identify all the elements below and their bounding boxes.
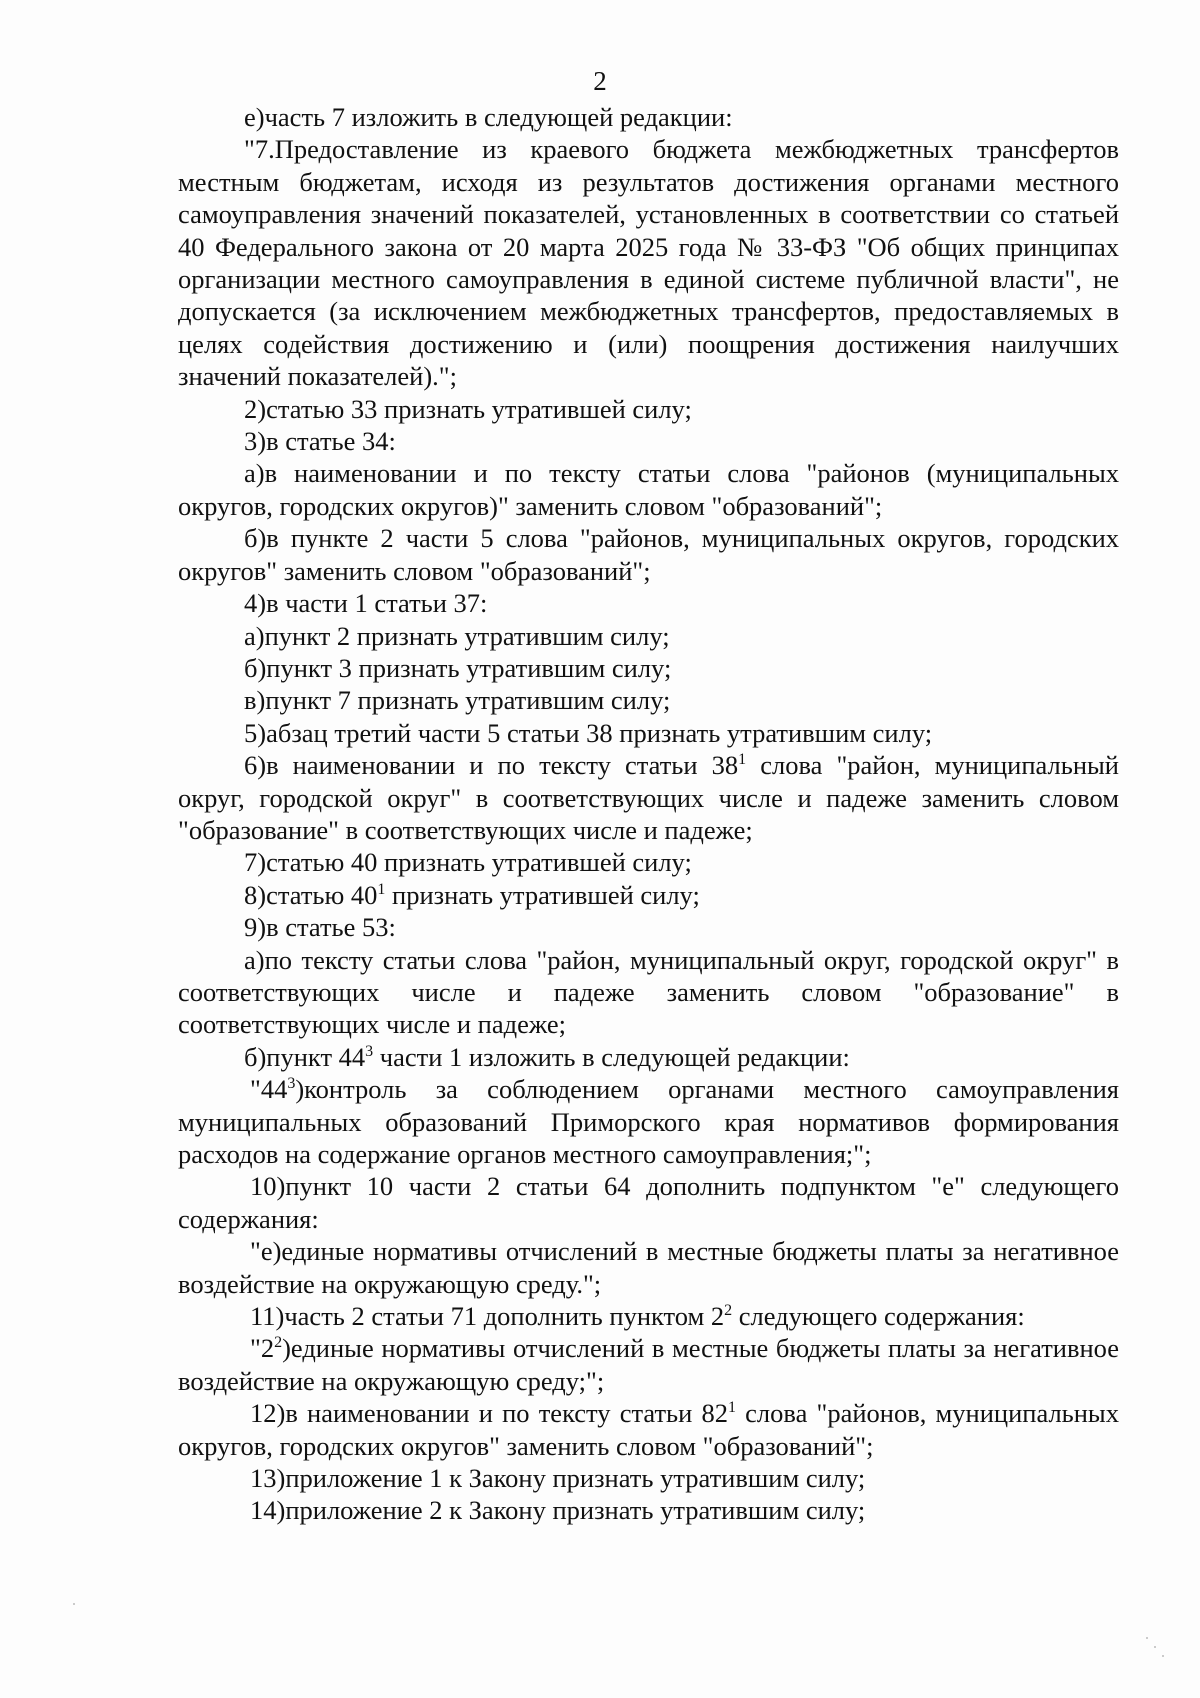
paragraph-text: 14)приложение 2 к Закону признать утратившим силу; <box>250 1495 866 1526</box>
scan-speck <box>1162 1655 1164 1657</box>
paragraph-text-continued: )единые нормативы отчислений в местные бюджеты платы за негативное воздействие на окружающую среду;"; <box>178 1333 1119 1396</box>
paragraph-text-continued: )контроль за соблюдением органами местного самоуправления муниципальных образований Приморского края нормативов формирования расходов на содержание органов местного самоуправления;"; <box>178 1074 1119 1169</box>
paragraph-text-continued: слова "район, муниципальный округ, городской округ" в соответствующих числе и падеже заменить словом "образование" в соответствующих числе и падеже; <box>178 750 1119 845</box>
paragraph-text: б)пункт 44 <box>244 1041 366 1072</box>
paragraph <box>178 425 1119 457</box>
paragraph-text: 13)приложение 1 к Закону признать утратившим силу; <box>250 1463 866 1494</box>
paragraph <box>178 393 1119 425</box>
paragraph-text-continued: части 1 изложить в следующей редакции: <box>373 1041 850 1072</box>
paragraph <box>178 684 1119 716</box>
paragraph <box>178 652 1119 684</box>
paragraph-text: в)пункт 7 признать утратившим силу; <box>244 685 671 716</box>
paragraph <box>178 1073 1119 1170</box>
paragraph-text: 6)в наименовании и по тексту статьи 38 <box>244 750 739 781</box>
paragraph-text-continued: слова "районов, муниципальных округов, городских округов" заменить словом "образований"; <box>178 1398 1119 1461</box>
paragraph-text: 11)часть 2 статьи 71 дополнить пунктом 2 <box>250 1301 725 1332</box>
paragraph <box>178 911 1119 943</box>
paragraph-text: 9)в статье 53: <box>244 912 396 943</box>
paragraph <box>178 717 1119 749</box>
paragraph <box>178 846 1119 878</box>
paragraph-text: 8)статью 40 <box>244 879 378 910</box>
paragraph-text-continued: признать утратившей силу; <box>385 879 700 910</box>
superscript: 1 <box>738 751 747 769</box>
paragraph <box>178 101 1119 133</box>
superscript: 1 <box>727 1399 736 1417</box>
paragraph <box>178 879 1119 911</box>
paragraph <box>178 620 1119 652</box>
superscript: 1 <box>377 880 386 898</box>
paragraph <box>178 1494 1119 1526</box>
paragraph-text: "7.Предоставление из краевого бюджета межбюджетных трансфертов местным бюджетам, исходя из результатов достижения органами местного самоуправления значений показателей, установленных в соответствии со статьей 40 Федерального закона от 20 марта 2025 года № 33-ФЗ "Об общих принципах организации местного самоуправления в единой системе публичной власти", не допускается (за исключением межбюджетных трансфертов, предоставляемых в целях содействия достижению и (или) поощрения достижения наилучших значений показателей)."; <box>178 134 1119 392</box>
paragraph-text: а)в наименовании и по тексту статьи слова "районов (муниципальных округов, городских округов)" заменить словом "образований"; <box>178 458 1119 521</box>
paragraph-text: 2)статью 33 признать утратившей силу; <box>244 393 692 424</box>
document-body <box>178 101 1119 1527</box>
paragraph-text: "2 <box>250 1333 275 1364</box>
paragraph <box>178 1235 1119 1300</box>
paragraph-text: б)пункт 3 признать утратившим силу; <box>244 652 672 683</box>
paragraph <box>178 1332 1119 1397</box>
paragraph <box>178 749 1119 846</box>
paragraph <box>178 1397 1119 1462</box>
paragraph <box>178 1300 1119 1332</box>
page-number: 2 <box>593 66 607 96</box>
paragraph <box>178 522 1119 587</box>
paragraph <box>178 1170 1119 1235</box>
superscript: 3 <box>365 1042 374 1060</box>
paragraph-text: 7)статью 40 признать утратившей силу; <box>244 847 692 878</box>
paragraph-text-continued: следующего содержания: <box>732 1301 1025 1332</box>
paragraph <box>178 587 1119 619</box>
paragraph <box>178 944 1119 1041</box>
paragraph-text: 4)в части 1 статьи 37: <box>244 588 488 619</box>
paragraph-text: 5)абзац третий части 5 статьи 38 признать утратившим силу; <box>244 717 933 748</box>
paragraph-text: "44 <box>250 1074 288 1105</box>
scan-speck <box>1154 1646 1156 1648</box>
superscript: 2 <box>724 1302 733 1320</box>
scan-speck <box>1146 1637 1148 1639</box>
scan-speck <box>73 1603 75 1605</box>
paragraph-text: "е)единые нормативы отчислений в местные бюджеты платы за негативное воздействие на окружающую среду."; <box>178 1236 1119 1299</box>
paragraph-text: б)в пункте 2 части 5 слова "районов, муниципальных округов, городских округов" заменить словом "образований"; <box>178 523 1119 586</box>
paragraph-text: 12)в наименовании и по тексту статьи 82 <box>250 1398 728 1429</box>
paragraph <box>178 457 1119 522</box>
paragraph-text: 3)в статье 34: <box>244 426 396 457</box>
paragraph <box>178 133 1119 392</box>
paragraph <box>178 1041 1119 1073</box>
paragraph-text: 10)пункт 10 части 2 статьи 64 дополнить подпунктом "е" следующего содержания: <box>178 1171 1119 1234</box>
superscript: 2 <box>274 1334 283 1352</box>
paragraph <box>178 1462 1119 1494</box>
paragraph-text: е)часть 7 изложить в следующей редакции: <box>244 102 733 132</box>
superscript: 3 <box>287 1075 296 1093</box>
paragraph-text: а)пункт 2 признать утратившим силу; <box>244 620 670 651</box>
paragraph-text: а)по тексту статьи слова "район, муниципальный округ, городской округ" в соответствующих числе и падеже заменить словом "образование" в соответствующих числе и падеже; <box>178 944 1119 1040</box>
